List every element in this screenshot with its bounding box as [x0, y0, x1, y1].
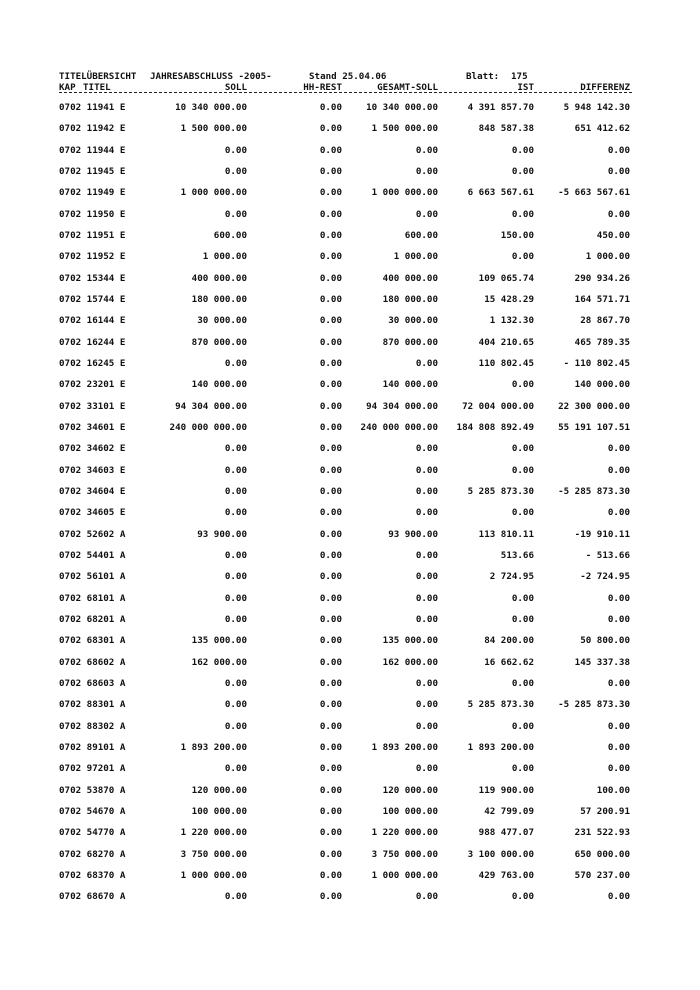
row-soll: 1 220 000.00	[180, 827, 247, 839]
table-row	[0, 634, 700, 648]
row-hh-rest: 0.00	[319, 848, 342, 860]
row-hh-rest: 0.00	[319, 315, 342, 327]
row-hh-rest: 0.00	[319, 549, 342, 561]
row-differenz: 0.00	[607, 720, 630, 732]
row-soll: 0.00	[224, 507, 247, 519]
column-header-differenz: DIFFERENZ	[580, 82, 630, 93]
table-row	[0, 464, 700, 478]
row-differenz: 0.00	[607, 144, 630, 156]
row-hh-rest: 0.00	[319, 827, 342, 839]
row-differenz: 651 412.62	[574, 123, 630, 135]
row-ist: 0.00	[511, 443, 534, 455]
row-hh-rest: 0.00	[319, 763, 342, 775]
row-gesamt-soll: 1 220 000.00	[371, 827, 438, 839]
row-differenz: 57 200.91	[580, 805, 630, 817]
row-ist: 110 802.45	[478, 358, 534, 369]
column-header-ist: IST	[517, 82, 534, 93]
row-soll: 0.00	[224, 592, 247, 604]
row-kap-titel: 0702 11951 E	[59, 230, 126, 241]
row-hh-rest: 0.00	[319, 294, 342, 305]
row-gesamt-soll: 3 750 000.00	[371, 848, 438, 860]
row-ist: 72 004 000.00	[462, 400, 534, 412]
row-ist: 429 763.00	[478, 869, 534, 881]
row-differenz: 28 867.70	[580, 315, 630, 327]
row-hh-rest: 0.00	[319, 869, 342, 881]
row-hh-rest: 0.00	[319, 741, 342, 753]
row-differenz: -2 724.95	[580, 571, 630, 583]
table-row	[0, 890, 700, 904]
row-kap-titel: 0702 68301 A	[59, 635, 126, 647]
table-row	[0, 720, 700, 734]
row-differenz: 22 300 000.00	[558, 400, 630, 412]
row-ist: 988 477.07	[478, 827, 534, 839]
row-differenz: - 513.66	[585, 549, 630, 561]
row-differenz: 0.00	[607, 741, 630, 753]
row-kap-titel: 0702 11944 E	[59, 144, 126, 156]
table-row	[0, 741, 700, 755]
row-kap-titel: 0702 68603 A	[59, 677, 126, 689]
row-gesamt-soll: 30 000.00	[388, 315, 438, 327]
row-kap-titel: 0702 54401 A	[59, 549, 126, 561]
row-differenz: 0.00	[607, 507, 630, 519]
row-differenz: 0.00	[607, 166, 630, 177]
row-gesamt-soll: 100 000.00	[382, 805, 438, 817]
table-row	[0, 421, 700, 435]
row-soll: 0.00	[224, 571, 247, 583]
row-kap-titel: 0702 97201 A	[59, 763, 126, 775]
row-soll: 140 000.00	[191, 379, 247, 391]
row-gesamt-soll: 0.00	[415, 549, 438, 561]
row-hh-rest: 0.00	[319, 592, 342, 604]
row-gesamt-soll: 0.00	[415, 144, 438, 156]
row-hh-rest: 0.00	[319, 443, 342, 455]
row-differenz: 140 000.00	[574, 379, 630, 391]
row-kap-titel: 0702 53870 A	[59, 784, 126, 796]
column-header-hh-rest: HH-REST	[303, 82, 342, 93]
row-ist: 0.00	[511, 464, 534, 476]
row-gesamt-soll: 1 000 000.00	[371, 187, 438, 199]
row-gesamt-soll: 0.00	[415, 891, 438, 903]
row-soll: 600.00	[213, 230, 247, 241]
row-gesamt-soll: 1 000 000.00	[371, 869, 438, 881]
row-gesamt-soll: 0.00	[415, 699, 438, 711]
row-ist: 0.00	[511, 208, 534, 220]
table-row	[0, 784, 700, 798]
column-header-kap: KAP	[59, 82, 76, 93]
table-row	[0, 613, 700, 627]
row-soll: 1 500 000.00	[180, 123, 247, 135]
row-differenz: 290 934.26	[574, 272, 630, 284]
row-kap-titel: 0702 68670 A	[59, 891, 126, 903]
row-differenz: -5 663 567.61	[558, 187, 630, 199]
row-hh-rest: 0.00	[319, 784, 342, 796]
row-ist: 0.00	[511, 166, 534, 177]
row-soll: 120 000.00	[191, 784, 247, 796]
row-hh-rest: 0.00	[319, 208, 342, 220]
row-ist: 16 662.62	[484, 656, 534, 668]
row-soll: 180 000.00	[191, 294, 247, 305]
row-hh-rest: 0.00	[319, 464, 342, 476]
table-row	[0, 336, 700, 350]
row-ist: 2 724.95	[489, 571, 534, 583]
row-gesamt-soll: 0.00	[415, 358, 438, 369]
row-ist: 113 810.11	[478, 528, 534, 540]
row-kap-titel: 0702 11949 E	[59, 187, 126, 199]
row-soll: 0.00	[224, 144, 247, 156]
row-soll: 400 000.00	[191, 272, 247, 284]
row-kap-titel: 0702 68370 A	[59, 869, 126, 881]
row-soll: 0.00	[224, 208, 247, 220]
row-kap-titel: 0702 54670 A	[59, 805, 126, 817]
row-hh-rest: 0.00	[319, 123, 342, 135]
row-hh-rest: 0.00	[319, 336, 342, 348]
row-gesamt-soll: 162 000.00	[382, 656, 438, 668]
row-gesamt-soll: 0.00	[415, 485, 438, 497]
row-differenz: 0.00	[607, 464, 630, 476]
row-soll: 10 340 000.00	[175, 102, 247, 113]
row-ist: 119 900.00	[478, 784, 534, 796]
row-ist: 0.00	[511, 379, 534, 391]
table-row	[0, 186, 700, 200]
row-hh-rest: 0.00	[319, 421, 342, 433]
row-kap-titel: 0702 34604 E	[59, 485, 126, 497]
table-row	[0, 762, 700, 776]
row-hh-rest: 0.00	[319, 379, 342, 391]
row-kap-titel: 0702 11952 E	[59, 251, 126, 263]
row-differenz: 1 000.00	[585, 251, 630, 263]
row-ist: 4 391 857.70	[467, 102, 534, 113]
row-soll: 162 000.00	[191, 656, 247, 668]
table-row	[0, 656, 700, 670]
row-differenz: 0.00	[607, 613, 630, 625]
row-kap-titel: 0702 23201 E	[59, 379, 126, 391]
row-ist: 0.00	[511, 613, 534, 625]
table-row	[0, 250, 700, 264]
table-row	[0, 272, 700, 286]
row-soll: 870 000.00	[191, 336, 247, 348]
row-kap-titel: 0702 11942 E	[59, 123, 126, 135]
row-soll: 0.00	[224, 613, 247, 625]
row-gesamt-soll: 0.00	[415, 166, 438, 177]
row-ist: 42 799.09	[484, 805, 534, 817]
column-header-gesamt-soll: GESAMT-SOLL	[377, 82, 438, 93]
row-kap-titel: 0702 11950 E	[59, 208, 126, 220]
row-ist: 404 210.65	[478, 336, 534, 348]
row-hh-rest: 0.00	[319, 805, 342, 817]
row-ist: 513.66	[500, 549, 534, 561]
row-gesamt-soll: 0.00	[415, 592, 438, 604]
row-hh-rest: 0.00	[319, 571, 342, 583]
row-soll: 100 000.00	[191, 805, 247, 817]
blatt-label: Blatt:	[466, 71, 500, 82]
row-soll: 0.00	[224, 677, 247, 689]
row-differenz: 145 337.38	[574, 656, 630, 668]
column-header-titel: TITEL	[83, 82, 111, 93]
table-row	[0, 869, 700, 883]
row-kap-titel: 0702 88302 A	[59, 720, 126, 732]
row-differenz: 5 948 142.30	[563, 102, 630, 113]
row-ist: 6 663 567.61	[467, 187, 534, 199]
row-soll: 1 893 200.00	[180, 741, 247, 753]
row-gesamt-soll: 600.00	[404, 230, 438, 241]
row-ist: 848 587.38	[478, 123, 534, 135]
column-header-soll: SOLL	[224, 82, 247, 93]
row-hh-rest: 0.00	[319, 891, 342, 903]
table-row	[0, 570, 700, 584]
row-kap-titel: 0702 68602 A	[59, 656, 126, 668]
row-hh-rest: 0.00	[319, 400, 342, 412]
row-soll: 1 000 000.00	[180, 187, 247, 199]
table-row	[0, 506, 700, 520]
row-kap-titel: 0702 34603 E	[59, 464, 126, 476]
row-differenz: 0.00	[607, 592, 630, 604]
row-differenz: 0.00	[607, 208, 630, 220]
row-hh-rest: 0.00	[319, 166, 342, 177]
row-gesamt-soll: 0.00	[415, 763, 438, 775]
row-differenz: 231 522.93	[574, 827, 630, 839]
row-soll: 1 000.00	[202, 251, 247, 263]
table-row	[0, 144, 700, 158]
row-kap-titel: 0702 11941 E	[59, 102, 126, 113]
row-gesamt-soll: 140 000.00	[382, 379, 438, 391]
table-row	[0, 357, 700, 371]
table-row	[0, 165, 700, 179]
row-kap-titel: 0702 68101 A	[59, 592, 126, 604]
row-gesamt-soll: 0.00	[415, 443, 438, 455]
row-hh-rest: 0.00	[319, 613, 342, 625]
row-soll: 30 000.00	[197, 315, 247, 327]
row-hh-rest: 0.00	[319, 656, 342, 668]
row-differenz: -5 285 873.30	[558, 699, 630, 711]
row-kap-titel: 0702 16245 E	[59, 358, 126, 369]
row-gesamt-soll: 10 340 000.00	[366, 102, 438, 113]
row-hh-rest: 0.00	[319, 230, 342, 241]
table-row	[0, 549, 700, 563]
row-soll: 94 304 000.00	[175, 400, 247, 412]
row-soll: 0.00	[224, 720, 247, 732]
row-ist: 0.00	[511, 592, 534, 604]
row-kap-titel: 0702 15744 E	[59, 294, 126, 305]
row-soll: 93 900.00	[197, 528, 247, 540]
row-soll: 3 750 000.00	[180, 848, 247, 860]
row-soll: 0.00	[224, 891, 247, 903]
row-ist: 150.00	[500, 230, 534, 241]
row-gesamt-soll: 240 000 000.00	[360, 421, 438, 433]
row-soll: 240 000 000.00	[169, 421, 247, 433]
row-ist: 84 200.00	[484, 635, 534, 647]
row-soll: 0.00	[224, 485, 247, 497]
row-kap-titel: 0702 15344 E	[59, 272, 126, 284]
table-row	[0, 592, 700, 606]
row-gesamt-soll: 0.00	[415, 464, 438, 476]
table-row	[0, 528, 700, 542]
row-gesamt-soll: 400 000.00	[382, 272, 438, 284]
row-ist: 0.00	[511, 144, 534, 156]
row-kap-titel: 0702 11945 E	[59, 166, 126, 177]
table-row	[0, 208, 700, 222]
row-ist: 1 893 200.00	[467, 741, 534, 753]
table-row	[0, 698, 700, 712]
row-ist: 1 132.30	[489, 315, 534, 327]
table-row	[0, 378, 700, 392]
row-differenz: 100.00	[596, 784, 630, 796]
row-ist: 5 285 873.30	[467, 485, 534, 497]
row-differenz: 0.00	[607, 891, 630, 903]
row-hh-rest: 0.00	[319, 187, 342, 199]
blatt-number: 175	[511, 71, 528, 82]
row-kap-titel: 0702 68270 A	[59, 848, 126, 860]
row-soll: 0.00	[224, 699, 247, 711]
row-kap-titel: 0702 89101 A	[59, 741, 126, 753]
row-ist: 0.00	[511, 891, 534, 903]
row-differenz: 450.00	[596, 230, 630, 241]
row-ist: 15 428.29	[484, 294, 534, 305]
row-ist: 5 285 873.30	[467, 699, 534, 711]
row-soll: 0.00	[224, 443, 247, 455]
row-differenz: 0.00	[607, 763, 630, 775]
table-row	[0, 293, 700, 307]
row-gesamt-soll: 0.00	[415, 507, 438, 519]
table-row	[0, 826, 700, 840]
row-gesamt-soll: 1 893 200.00	[371, 741, 438, 753]
row-gesamt-soll: 1 000.00	[393, 251, 438, 263]
row-hh-rest: 0.00	[319, 144, 342, 156]
stand-date: Stand 25.04.06	[309, 71, 387, 82]
row-differenz: 164 571.71	[574, 294, 630, 305]
row-differenz: 0.00	[607, 677, 630, 689]
row-gesamt-soll: 93 900.00	[388, 528, 438, 540]
table-row	[0, 805, 700, 819]
row-gesamt-soll: 94 304 000.00	[366, 400, 438, 412]
row-soll: 135 000.00	[191, 635, 247, 647]
table-row	[0, 229, 700, 243]
row-hh-rest: 0.00	[319, 720, 342, 732]
table-row	[0, 400, 700, 414]
row-kap-titel: 0702 16244 E	[59, 336, 126, 348]
row-ist: 3 100 000.00	[467, 848, 534, 860]
row-kap-titel: 0702 52602 A	[59, 528, 126, 540]
row-kap-titel: 0702 88301 A	[59, 699, 126, 711]
row-ist: 0.00	[511, 720, 534, 732]
row-soll: 1 000 000.00	[180, 869, 247, 881]
row-differenz: 570 237.00	[574, 869, 630, 881]
row-gesamt-soll: 0.00	[415, 208, 438, 220]
row-gesamt-soll: 180 000.00	[382, 294, 438, 305]
table-row	[0, 848, 700, 862]
row-ist: 0.00	[511, 677, 534, 689]
row-hh-rest: 0.00	[319, 699, 342, 711]
row-gesamt-soll: 0.00	[415, 677, 438, 689]
row-kap-titel: 0702 34605 E	[59, 507, 126, 519]
row-ist: 0.00	[511, 763, 534, 775]
row-kap-titel: 0702 68201 A	[59, 613, 126, 625]
table-row	[0, 122, 700, 136]
row-kap-titel: 0702 56101 A	[59, 571, 126, 583]
table-row	[0, 677, 700, 691]
row-gesamt-soll: 120 000.00	[382, 784, 438, 796]
row-kap-titel: 0702 34601 E	[59, 421, 126, 433]
row-gesamt-soll: 1 500 000.00	[371, 123, 438, 135]
row-soll: 0.00	[224, 763, 247, 775]
row-gesamt-soll: 0.00	[415, 571, 438, 583]
row-differenz: -19 910.11	[574, 528, 630, 540]
row-differenz: 50 800.00	[580, 635, 630, 647]
row-hh-rest: 0.00	[319, 485, 342, 497]
row-differenz: - 110 802.45	[563, 358, 630, 369]
row-hh-rest: 0.00	[319, 528, 342, 540]
row-ist: 0.00	[511, 251, 534, 263]
row-hh-rest: 0.00	[319, 507, 342, 519]
row-ist: 109 065.74	[478, 272, 534, 284]
row-differenz: 465 789.35	[574, 336, 630, 348]
row-ist: 184 808 892.49	[456, 421, 534, 433]
row-gesamt-soll: 0.00	[415, 720, 438, 732]
row-differenz: 0.00	[607, 443, 630, 455]
report-name: JAHRESABSCHLUSS -2005-	[150, 71, 272, 82]
row-hh-rest: 0.00	[319, 251, 342, 263]
row-kap-titel: 0702 54770 A	[59, 827, 126, 839]
row-ist: 0.00	[511, 507, 534, 519]
table-row	[0, 485, 700, 499]
header-divider	[59, 92, 632, 93]
row-hh-rest: 0.00	[319, 272, 342, 284]
table-row	[0, 314, 700, 328]
row-differenz: -5 285 873.30	[558, 485, 630, 497]
row-kap-titel: 0702 34602 E	[59, 443, 126, 455]
row-soll: 0.00	[224, 358, 247, 369]
row-soll: 0.00	[224, 549, 247, 561]
row-kap-titel: 0702 16144 E	[59, 315, 126, 327]
row-differenz: 650 000.00	[574, 848, 630, 860]
row-hh-rest: 0.00	[319, 677, 342, 689]
table-row	[0, 442, 700, 456]
row-soll: 0.00	[224, 464, 247, 476]
row-hh-rest: 0.00	[319, 102, 342, 113]
table-row	[0, 101, 700, 115]
row-differenz: 55 191 107.51	[558, 421, 630, 433]
row-gesamt-soll: 0.00	[415, 613, 438, 625]
row-soll: 0.00	[224, 166, 247, 177]
row-hh-rest: 0.00	[319, 635, 342, 647]
row-kap-titel: 0702 33101 E	[59, 400, 126, 412]
row-gesamt-soll: 870 000.00	[382, 336, 438, 348]
row-gesamt-soll: 135 000.00	[382, 635, 438, 647]
row-hh-rest: 0.00	[319, 358, 342, 369]
report-type-title: TITELÜBERSICHT	[59, 71, 137, 82]
